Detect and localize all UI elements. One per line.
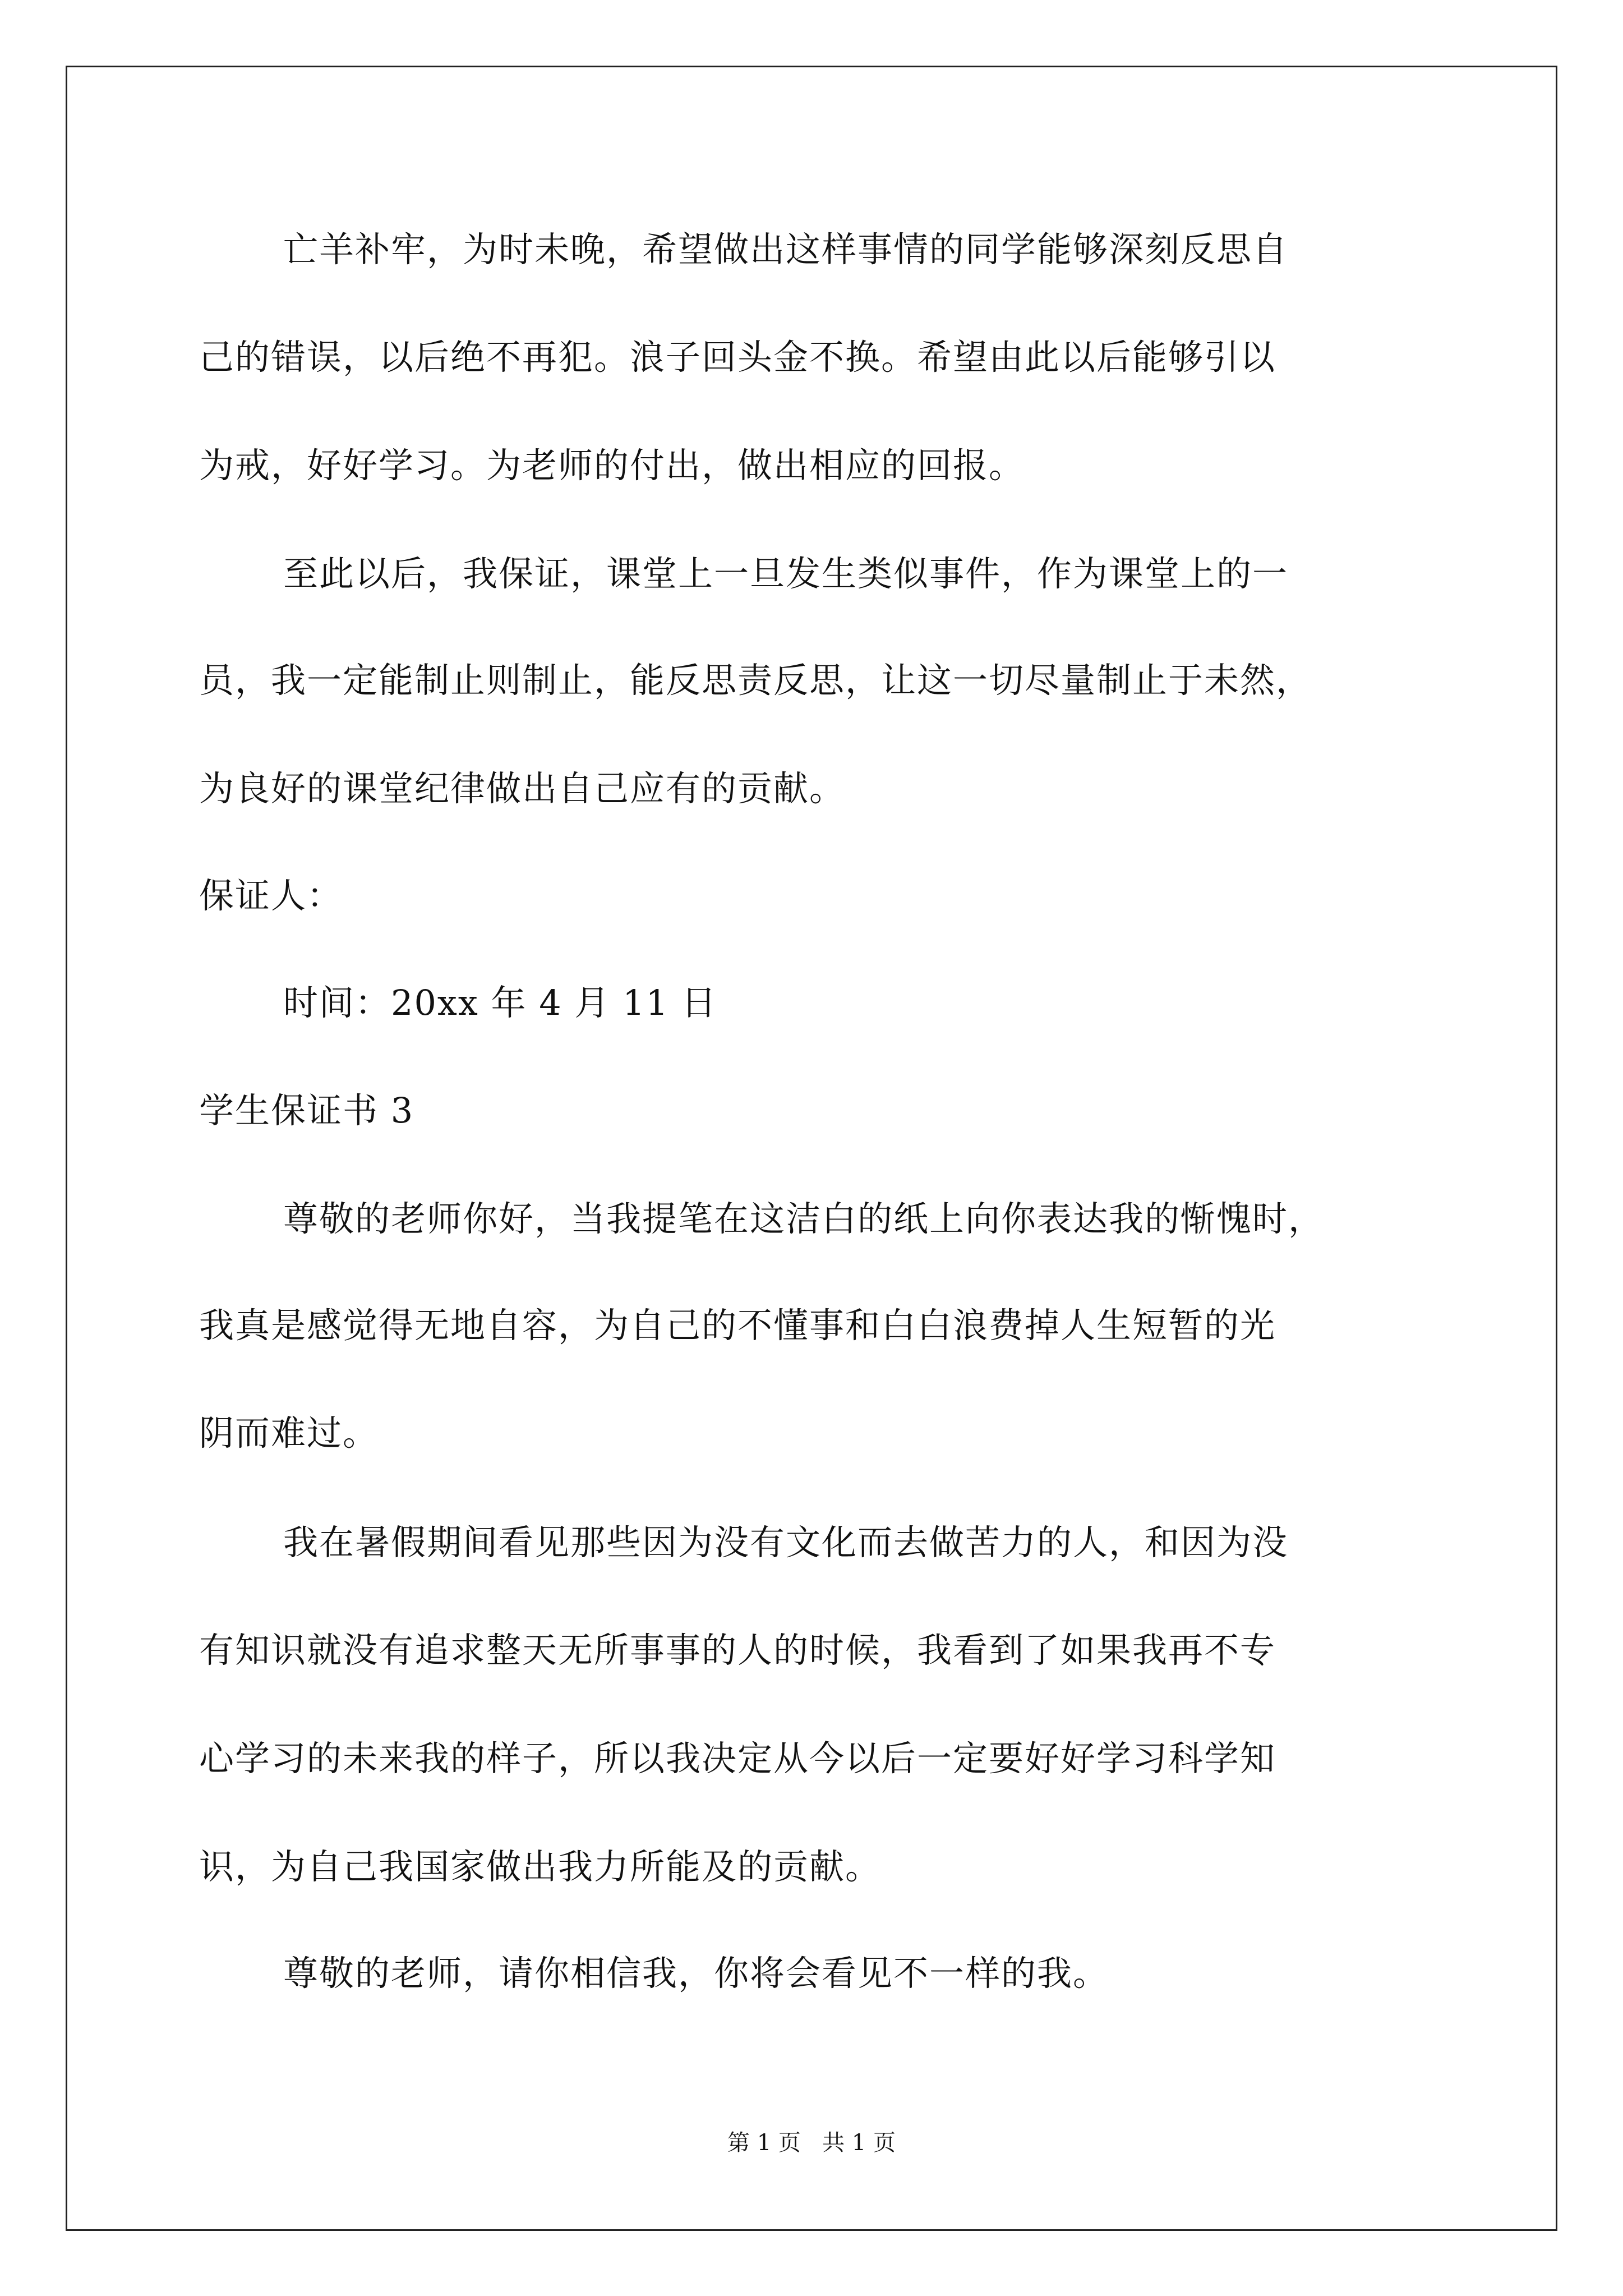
page-indicator: 第 1 页 共 1 页 [727,2130,896,2156]
paragraph-4-line-2: 有知识就没有追求整天无所事事的人的时候，我看到了如果我再不专 [199,1630,1276,1671]
page-border [66,66,1557,2231]
paragraph-3-line-1: 尊敬的老师你好，当我提笔在这洁白的纸上向你表达我的惭愧时， [283,1198,1325,1239]
paragraph-4-line-3: 心学习的未来我的样子，所以我决定从今以后一定要好好学习科学知 [199,1738,1276,1779]
paragraph-1-line-3: 为戒，好好学习。为老师的付出，做出相应的回报。 [199,445,1025,486]
paragraph-1-line-2: 己的错误，以后绝不再犯。浪子回头金不换。希望由此以后能够引以 [199,337,1276,378]
date-line: 时间：20xx 年 4 月 11 日 [283,982,717,1023]
paragraph-4-line-4: 识，为自己我国家做出我力所能及的贡献。 [199,1846,882,1887]
paragraph-3-line-2: 我真是感觉得无地自容，为自己的不懂事和白白浪费掉人生短暂的光 [199,1305,1276,1346]
signer-label: 保证人： [199,875,343,916]
paragraph-3-line-3: 阴而难过。 [199,1412,379,1453]
paragraph-2-line-3: 为良好的课堂纪律做出自己应有的贡献。 [199,768,846,809]
paragraph-4-line-1: 我在暑假期间看见那些因为没有文化而去做苦力的人，和因为没 [283,1522,1289,1563]
section-title: 学生保证书 3 [199,1090,414,1131]
paragraph-5-line-1: 尊敬的老师，请你相信我，你将会看见不一样的我。 [283,1953,1109,1994]
paragraph-1-line-1: 亡羊补牢，为时未晚，希望做出这样事情的同学能够深刻反思自 [283,229,1289,270]
paragraph-2-line-2: 员，我一定能制止则制止，能反思责反思，让这一切尽量制止于未然， [199,660,1312,701]
paragraph-2-line-1: 至此以后，我保证，课堂上一旦发生类似事件，作为课堂上的一 [283,553,1289,594]
